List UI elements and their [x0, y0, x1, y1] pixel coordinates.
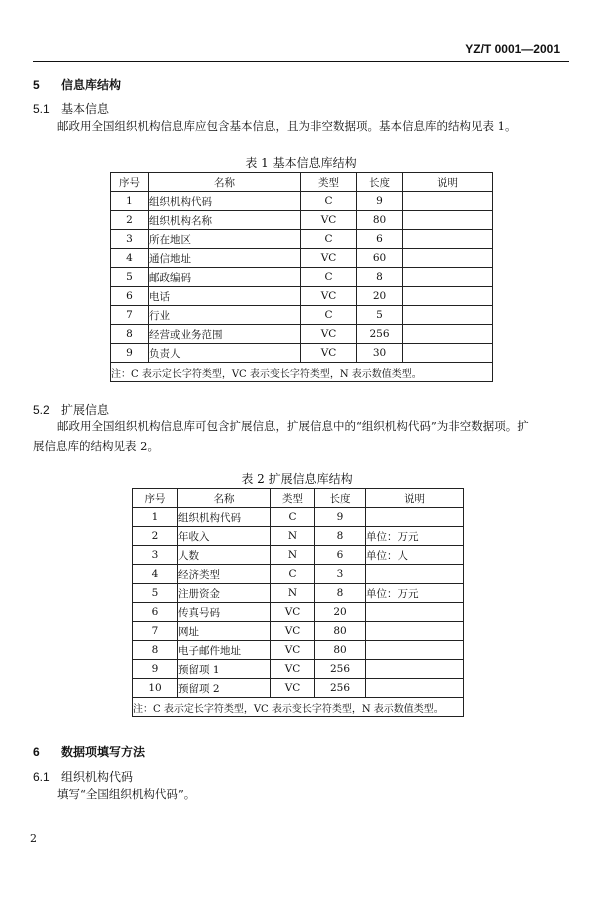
cell-index: 1 [111, 192, 149, 211]
cell-name: 组织机构代码 [149, 192, 301, 211]
section-5-2-paragraph-line1: 邮政用全国组织机构信息库可包含扩展信息，扩展信息中的“组织机构代码”为非空数据项。扩 [57, 419, 529, 433]
cell-name: 经营或业务范围 [149, 325, 301, 344]
cell-index: 5 [133, 584, 178, 603]
cell-length: 8 [357, 268, 403, 287]
table-row [111, 306, 493, 325]
cell-type: C [301, 192, 357, 211]
cell-index: 8 [111, 325, 149, 344]
section-6-heading [33, 743, 145, 760]
table-header-row [133, 489, 464, 508]
cell-name: 注册资金 [178, 584, 271, 603]
cell-length: 6 [315, 546, 366, 565]
cell-length: 80 [315, 641, 366, 660]
cell-length: 8 [315, 584, 366, 603]
cell-index: 10 [133, 679, 178, 698]
cell-length: 80 [315, 622, 366, 641]
column-header: 类型 [301, 173, 357, 192]
cell-name: 组织机构代码 [178, 508, 271, 527]
section-number: 5 [33, 78, 40, 92]
cell-length: 8 [315, 527, 366, 546]
subsection-title: 组织机构代码 [61, 770, 134, 784]
cell-type: C [301, 230, 357, 249]
section-number: 6 [33, 745, 40, 759]
cell-length: 256 [315, 679, 366, 698]
table-1-caption: 表 1 基本信息库结构 [245, 156, 357, 170]
cell-index: 9 [133, 660, 178, 679]
subsection-title: 基本信息 [61, 102, 110, 116]
table-row [133, 660, 464, 679]
table-row [133, 584, 464, 603]
cell-index: 9 [111, 344, 149, 363]
table-2 [132, 488, 464, 717]
cell-note [366, 603, 464, 622]
table-row [111, 268, 493, 287]
cell-index: 5 [111, 268, 149, 287]
cell-index: 3 [133, 546, 178, 565]
cell-note [403, 306, 493, 325]
cell-index: 7 [133, 622, 178, 641]
section-5-heading [33, 76, 121, 93]
cell-length: 6 [357, 230, 403, 249]
cell-length: 80 [357, 211, 403, 230]
table-row [133, 622, 464, 641]
cell-index: 2 [111, 211, 149, 230]
document-code: YZ/T 0001—2001 [465, 42, 560, 56]
cell-note [403, 230, 493, 249]
cell-note [403, 325, 493, 344]
cell-index: 8 [133, 641, 178, 660]
section-5-1-paragraph: 邮政用全国组织机构信息库应包含基本信息，且为非空数据项。基本信息库的结构见表 1。 [57, 119, 517, 133]
cell-name: 预留项 2 [178, 679, 271, 698]
cell-length: 256 [315, 660, 366, 679]
cell-index: 7 [111, 306, 149, 325]
cell-note [403, 344, 493, 363]
cell-index: 3 [111, 230, 149, 249]
cell-type: VC [271, 660, 315, 679]
table-row [111, 249, 493, 268]
cell-type: N [271, 584, 315, 603]
cell-note [403, 268, 493, 287]
cell-length: 9 [315, 508, 366, 527]
cell-type: VC [301, 287, 357, 306]
cell-type: VC [301, 211, 357, 230]
cell-name: 负责人 [149, 344, 301, 363]
cell-note: 单位：万元 [366, 584, 464, 603]
cell-name: 传真号码 [178, 603, 271, 622]
cell-note [403, 249, 493, 268]
table-1 [110, 172, 493, 382]
table-row [133, 527, 464, 546]
section-title: 信息库结构 [61, 78, 122, 92]
table-note-row [111, 363, 493, 382]
cell-note [403, 287, 493, 306]
cell-type: C [271, 508, 315, 527]
cell-type: VC [301, 249, 357, 268]
table-row [111, 192, 493, 211]
cell-type: VC [271, 622, 315, 641]
cell-name: 电话 [149, 287, 301, 306]
table-row [111, 230, 493, 249]
cell-note [403, 211, 493, 230]
cell-index: 6 [133, 603, 178, 622]
cell-name: 邮政编码 [149, 268, 301, 287]
cell-type: C [301, 268, 357, 287]
cell-type: VC [301, 325, 357, 344]
table-note: 注：C 表示定长字符类型，VC 表示变长字符类型，N 表示数值类型。 [133, 698, 464, 717]
subsection-number: 5.2 [33, 403, 50, 417]
cell-type: VC [271, 679, 315, 698]
table-row [133, 565, 464, 584]
cell-type: N [271, 546, 315, 565]
cell-length: 5 [357, 306, 403, 325]
table-row [111, 287, 493, 306]
cell-index: 4 [133, 565, 178, 584]
cell-note [366, 508, 464, 527]
cell-note [366, 641, 464, 660]
cell-note [366, 565, 464, 584]
table-header-row [111, 173, 493, 192]
cell-name: 通信地址 [149, 249, 301, 268]
cell-length: 256 [357, 325, 403, 344]
cell-index: 6 [111, 287, 149, 306]
column-header: 长度 [357, 173, 403, 192]
cell-name: 年收入 [178, 527, 271, 546]
cell-note [366, 679, 464, 698]
cell-name: 组织机构名称 [149, 211, 301, 230]
cell-type: C [301, 306, 357, 325]
cell-name: 人数 [178, 546, 271, 565]
table-row [133, 546, 464, 565]
table-2-caption: 表 2 扩展信息库结构 [241, 472, 353, 486]
cell-type: VC [301, 344, 357, 363]
table-row [111, 325, 493, 344]
section-6-1-heading [33, 768, 133, 785]
column-header: 名称 [149, 173, 301, 192]
subsection-title: 扩展信息 [61, 403, 110, 417]
cell-name: 电子邮件地址 [178, 641, 271, 660]
cell-note [403, 192, 493, 211]
cell-note: 单位：万元 [366, 527, 464, 546]
table-row [111, 211, 493, 230]
cell-name: 经济类型 [178, 565, 271, 584]
column-header: 长度 [315, 489, 366, 508]
cell-length: 3 [315, 565, 366, 584]
cell-index: 1 [133, 508, 178, 527]
cell-type: C [271, 565, 315, 584]
cell-length: 9 [357, 192, 403, 211]
cell-name: 网址 [178, 622, 271, 641]
column-header: 说明 [403, 173, 493, 192]
subsection-number: 6.1 [33, 770, 50, 784]
table-row [133, 641, 464, 660]
table-row [133, 679, 464, 698]
column-header: 名称 [178, 489, 271, 508]
section-title: 数据项填写方法 [61, 745, 146, 759]
header-rule [33, 61, 569, 62]
cell-type: VC [271, 603, 315, 622]
table-row [133, 603, 464, 622]
cell-name: 行业 [149, 306, 301, 325]
cell-length: 20 [315, 603, 366, 622]
section-6-1-paragraph: 填写“全国组织机构代码”。 [57, 787, 196, 801]
column-header: 序号 [133, 489, 178, 508]
column-header: 序号 [111, 173, 149, 192]
table-note: 注：C 表示定长字符类型，VC 表示变长字符类型，N 表示数值类型。 [111, 363, 493, 382]
cell-name: 预留项 1 [178, 660, 271, 679]
table-row [133, 508, 464, 527]
cell-length: 20 [357, 287, 403, 306]
section-5-2-paragraph-line2: 展信息库的结构见表 2。 [33, 439, 159, 453]
column-header: 说明 [366, 489, 464, 508]
subsection-number: 5.1 [33, 102, 50, 116]
cell-name: 所在地区 [149, 230, 301, 249]
cell-index: 2 [133, 527, 178, 546]
cell-length: 30 [357, 344, 403, 363]
section-5-1-heading [33, 100, 109, 117]
column-header: 类型 [271, 489, 315, 508]
cell-index: 4 [111, 249, 149, 268]
table-row [111, 344, 493, 363]
cell-note [366, 622, 464, 641]
cell-type: VC [271, 641, 315, 660]
cell-length: 60 [357, 249, 403, 268]
cell-note: 单位：人 [366, 546, 464, 565]
table-note-row [133, 698, 464, 717]
cell-type: N [271, 527, 315, 546]
page-number: 2 [30, 832, 37, 845]
cell-note [366, 660, 464, 679]
